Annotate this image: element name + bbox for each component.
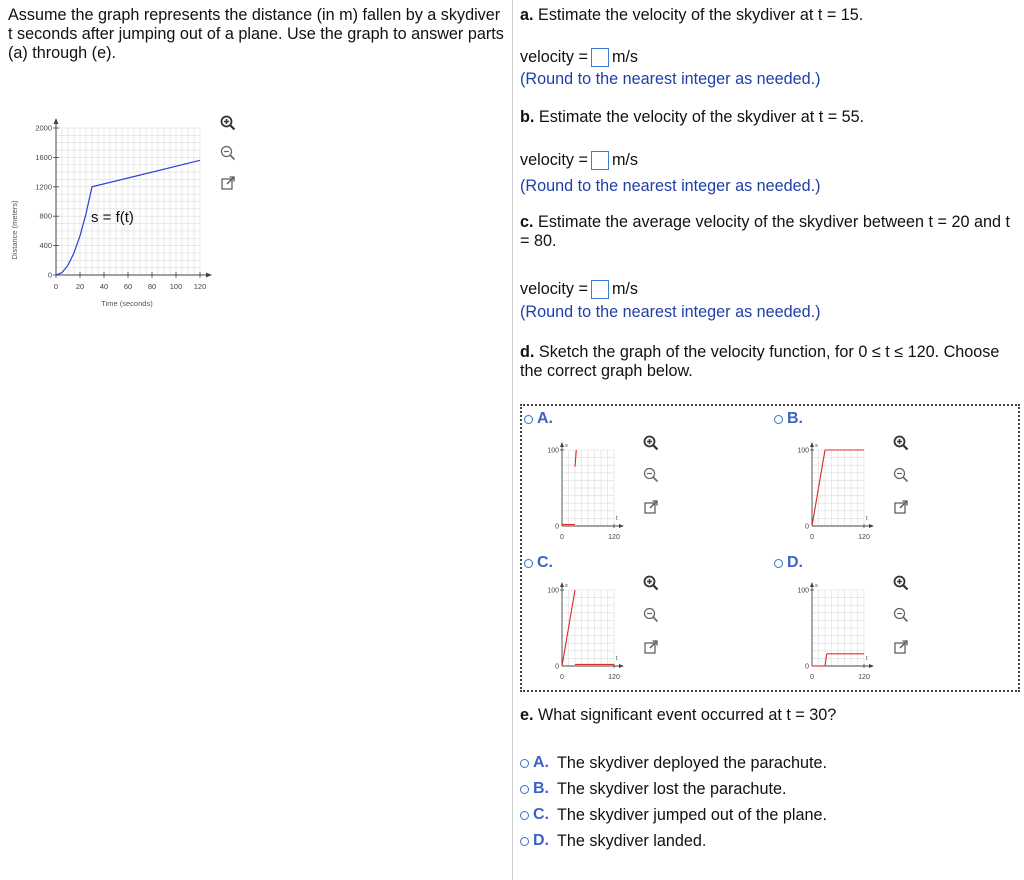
graph-options xyxy=(520,404,1020,692)
answer-a-unit: m/s xyxy=(611,48,639,66)
x-tick-label: 120 xyxy=(608,674,620,681)
x-axis-arrow-icon xyxy=(206,273,212,278)
event-option-d[interactable] xyxy=(520,828,827,854)
answer-a-prefix: velocity = xyxy=(520,48,588,66)
answer-a-input[interactable] xyxy=(591,48,609,67)
event-option-d-text: The skydiver landed. xyxy=(557,831,707,850)
y-tick-label: 100 xyxy=(547,587,559,595)
answer-c-hint: (Round to the nearest integer as needed.) xyxy=(520,303,821,321)
popout-icon[interactable] xyxy=(642,638,660,656)
x-tick-label: 0 xyxy=(53,282,59,291)
option-d-letter: D. xyxy=(787,554,803,571)
popout-icon[interactable] xyxy=(219,174,237,192)
radio-icon[interactable] xyxy=(520,759,529,768)
x-tick-label: 20 xyxy=(75,282,85,291)
x-tick-label: 60 xyxy=(123,282,133,291)
y-axis-arrow-icon xyxy=(54,118,59,124)
option-a-letter: A. xyxy=(537,410,553,427)
option-a-graph xyxy=(530,438,640,546)
radio-icon[interactable] xyxy=(520,811,529,820)
x-zero-label: 0 xyxy=(560,674,564,681)
zoom-out-icon[interactable] xyxy=(892,466,910,484)
popout-icon[interactable] xyxy=(892,498,910,516)
x-axis-name: t xyxy=(616,656,618,662)
question-c-letter: c. xyxy=(520,213,534,231)
zoom-in-icon[interactable] xyxy=(642,434,660,452)
zoom-out-icon[interactable] xyxy=(219,144,237,162)
x-axis-name: t xyxy=(866,656,868,662)
option-c-radio[interactable] xyxy=(524,554,553,572)
x-tick-label: 120 xyxy=(858,534,870,541)
option-a-radio[interactable] xyxy=(524,410,553,428)
option-b-graph xyxy=(780,438,890,546)
question-a-text: Estimate the velocity of the skydiver at t = 15. xyxy=(538,6,864,24)
x-axis-arrow-icon xyxy=(619,664,624,668)
question-a xyxy=(520,6,1020,25)
zoom-in-icon[interactable] xyxy=(642,574,660,592)
x-axis-name: t xyxy=(616,516,618,522)
y-axis-arrow-icon xyxy=(810,582,814,587)
event-option-b[interactable] xyxy=(520,776,827,802)
x-tick-label: 100 xyxy=(169,282,183,291)
option-d-radio[interactable] xyxy=(774,554,803,572)
x-zero-label: 0 xyxy=(560,534,564,541)
option-d-graph xyxy=(780,578,890,686)
y-zero-label: 0 xyxy=(555,663,559,671)
answer-b-input[interactable] xyxy=(591,151,609,170)
option-b-letter: B. xyxy=(787,410,803,427)
y-tick-label: 100 xyxy=(797,587,809,595)
x-tick-label: 120 xyxy=(193,282,207,291)
question-a-letter: a. xyxy=(520,6,534,24)
zoom-out-icon[interactable] xyxy=(642,606,660,624)
x-zero-label: 0 xyxy=(810,534,814,541)
y-tick-label: 100 xyxy=(797,447,809,455)
x-tick-label: 80 xyxy=(147,282,157,291)
question-d xyxy=(520,343,1010,381)
option-c-letter: C. xyxy=(537,554,553,571)
question-d-text: Sketch the graph of the velocity function, for 0 ≤ t ≤ 120. Choose the correct graph below. xyxy=(520,343,1000,380)
radio-icon[interactable] xyxy=(520,837,529,846)
right-panel xyxy=(520,0,1020,880)
answer-b-unit: m/s xyxy=(611,151,639,169)
y-axis-arrow-icon xyxy=(560,442,564,447)
x-tick-label: 120 xyxy=(858,674,870,681)
y-axis-arrow-icon xyxy=(810,442,814,447)
y-tick-label: 0 xyxy=(47,270,52,280)
question-b-letter: b. xyxy=(520,108,535,126)
question-d-letter: d. xyxy=(520,343,535,361)
y-tick-label: 2000 xyxy=(35,123,52,133)
y-axis-name: s xyxy=(565,583,568,589)
y-zero-label: 0 xyxy=(805,663,809,671)
curve-label: s = f(t) xyxy=(91,209,134,226)
event-options xyxy=(520,750,827,854)
zoom-out-icon[interactable] xyxy=(892,606,910,624)
problem-intro: Assume the graph represents the distance (in m) fallen by a skydiver t seconds after jumping out of a plane. Use the graph to answer parts (a) through (e). xyxy=(8,6,504,62)
y-tick-label: 100 xyxy=(547,447,559,455)
event-option-b-letter: B. xyxy=(533,780,549,797)
event-option-d-letter: D. xyxy=(533,832,549,849)
y-axis-name: s xyxy=(815,583,818,589)
question-e-text: What significant event occurred at t = 30? xyxy=(538,706,837,724)
answer-b-hint: (Round to the nearest integer as needed.) xyxy=(520,177,821,195)
zoom-in-icon[interactable] xyxy=(219,114,237,132)
y-axis-name: s xyxy=(815,443,818,449)
y-zero-label: 0 xyxy=(805,523,809,531)
option-b-radio[interactable] xyxy=(774,410,803,428)
radio-icon[interactable] xyxy=(524,415,533,424)
option-c-graph xyxy=(530,578,640,686)
answer-b-row xyxy=(520,150,638,171)
y-zero-label: 0 xyxy=(555,523,559,531)
popout-icon[interactable] xyxy=(642,498,660,516)
radio-icon[interactable] xyxy=(524,559,533,568)
x-zero-label: 0 xyxy=(810,674,814,681)
question-e-letter: e. xyxy=(520,706,534,724)
zoom-in-icon[interactable] xyxy=(892,434,910,452)
answer-c-prefix: velocity = xyxy=(520,280,588,298)
question-c xyxy=(520,213,1010,251)
answer-c-row xyxy=(520,279,638,300)
y-tick-label: 1600 xyxy=(35,152,52,162)
event-option-a-text: The skydiver deployed the parachute. xyxy=(557,753,827,772)
x-tick-label: 120 xyxy=(608,534,620,541)
question-e xyxy=(520,706,1020,725)
y-axis-label: Distance (meters) xyxy=(10,200,19,260)
popout-icon[interactable] xyxy=(892,638,910,656)
radio-icon[interactable] xyxy=(774,415,783,424)
event-option-c-letter: C. xyxy=(533,806,549,823)
y-axis-name: s xyxy=(565,443,568,449)
event-option-a-letter: A. xyxy=(533,754,549,771)
question-b-text: Estimate the velocity of the skydiver at t = 55. xyxy=(538,108,865,126)
event-option-c[interactable] xyxy=(520,802,827,828)
x-axis-arrow-icon xyxy=(869,664,874,668)
answer-a-row xyxy=(520,47,638,68)
event-option-b-text: The skydiver lost the parachute. xyxy=(557,779,787,798)
y-tick-label: 1200 xyxy=(35,182,52,192)
zoom-in-icon[interactable] xyxy=(892,574,910,592)
question-c-text: Estimate the average velocity of the skydiver between t = 20 and t = 80. xyxy=(520,213,1010,250)
y-axis-arrow-icon xyxy=(560,582,564,587)
answer-c-input[interactable] xyxy=(591,280,609,299)
y-tick-label: 400 xyxy=(39,241,52,251)
question-b xyxy=(520,108,1020,127)
answer-b-prefix: velocity = xyxy=(520,151,588,169)
x-axis-arrow-icon xyxy=(619,524,624,528)
radio-icon[interactable] xyxy=(520,785,529,794)
x-axis-name: t xyxy=(866,516,868,522)
radio-icon[interactable] xyxy=(774,559,783,568)
panel-divider xyxy=(512,0,513,880)
answer-c-unit: m/s xyxy=(611,280,639,298)
x-tick-label: 40 xyxy=(99,282,109,291)
event-option-c-text: The skydiver jumped out of the plane. xyxy=(557,805,827,824)
y-tick-label: 800 xyxy=(39,211,52,221)
zoom-out-icon[interactable] xyxy=(642,466,660,484)
x-axis-arrow-icon xyxy=(869,524,874,528)
main-graph xyxy=(0,110,250,320)
event-option-a[interactable] xyxy=(520,750,827,776)
x-axis-label: Time (seconds) xyxy=(101,299,153,308)
answer-a-hint: (Round to the nearest integer as needed.) xyxy=(520,70,821,88)
